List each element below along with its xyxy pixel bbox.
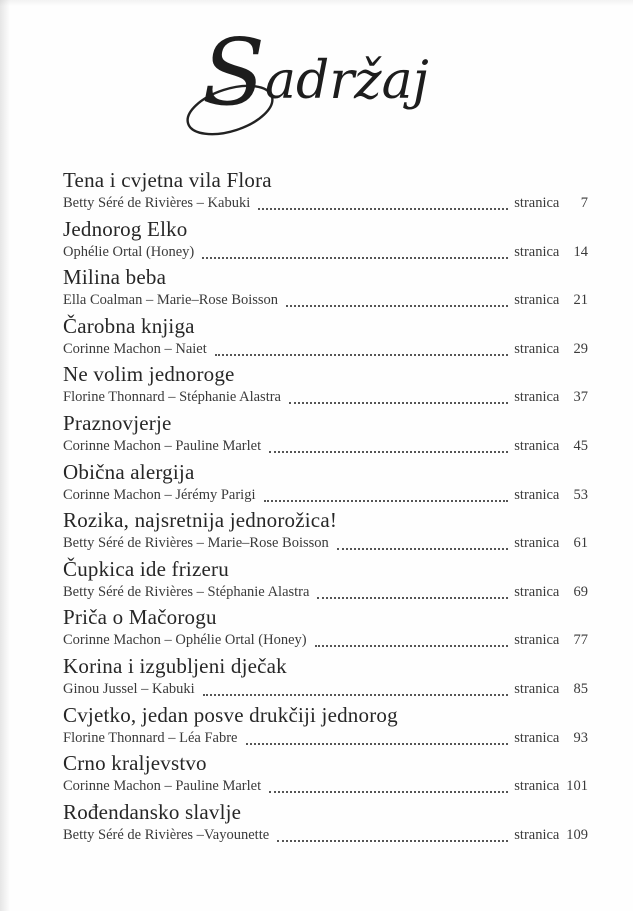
entry-authors: Florine Thonnard – Léa Fabre xyxy=(63,729,238,746)
entry-page-word: stranica xyxy=(514,583,560,600)
entry-title: Rođendansko slavlje xyxy=(63,799,242,824)
dots-leader xyxy=(277,825,508,842)
entry-author-row xyxy=(63,630,588,650)
entry-title: Jednorog Elko xyxy=(63,216,188,241)
entry-page-word: stranica xyxy=(514,535,560,552)
dots-leader xyxy=(203,679,509,696)
entry-page-number: 109 xyxy=(566,826,588,843)
entry-page xyxy=(514,242,588,262)
entry-title: Ne volim jednoroge xyxy=(63,362,235,387)
toc-list xyxy=(63,167,588,847)
entry-page-word: stranica xyxy=(514,195,560,211)
dots-leader xyxy=(317,582,508,599)
entry-page-word: stranica xyxy=(514,486,560,503)
entry-page-word: stranica xyxy=(514,437,560,454)
entry-page xyxy=(514,339,588,359)
entry-authors: Florine Thonnard – Stéphanie Alastra xyxy=(63,389,281,406)
entry-page-word: stranica xyxy=(514,680,560,697)
entry-author-row xyxy=(63,728,588,748)
entry-page xyxy=(514,728,588,748)
entry-authors: Betty Séré de Rivières –Vayounette xyxy=(63,826,270,843)
entry-page-number: 85 xyxy=(573,680,588,697)
entry-page-number: 93 xyxy=(573,729,588,746)
entry-page-word: stranica xyxy=(514,826,560,843)
entry-title: Milina beba xyxy=(63,265,167,290)
entry-title: Korina i izgubljeni dječak xyxy=(63,653,287,678)
dots-leader xyxy=(269,776,508,793)
entry-authors: Betty Séré de Rivières – Kabuki xyxy=(63,195,251,211)
toc-entry xyxy=(63,604,588,653)
entry-title: Cvjetko, jedan posve drukčiji jednorog xyxy=(63,702,398,727)
entry-title: Tena i cvjetna vila Flora xyxy=(63,168,272,192)
entry-page-number: 37 xyxy=(573,389,588,406)
entry-authors: Ophélie Ortal (Honey) xyxy=(63,243,195,260)
toc-entry xyxy=(63,702,588,751)
dots-leader xyxy=(269,436,508,453)
toc-entry xyxy=(63,459,588,508)
decorative-script-title xyxy=(180,22,440,144)
entry-page-number: 61 xyxy=(573,535,588,552)
entry-author-row xyxy=(63,679,588,699)
toc-entry xyxy=(63,167,588,216)
entry-page-number: 14 xyxy=(573,243,588,260)
entry-page-number: 7 xyxy=(580,195,588,211)
entry-title: Priča o Mačorogu xyxy=(63,605,217,630)
entry-page xyxy=(514,776,588,796)
entry-title: Praznovjerje xyxy=(63,410,172,435)
toc-entry xyxy=(63,313,588,362)
toc-entry xyxy=(63,507,588,556)
entry-title: Crno kraljevstvo xyxy=(63,751,207,776)
entry-authors: Corinne Machon – Pauline Marlet xyxy=(63,437,262,454)
dots-leader xyxy=(215,339,509,356)
entry-authors: Betty Séré de Rivières – Marie–Rose Boisson xyxy=(63,535,329,552)
dots-leader xyxy=(286,290,508,307)
toc-entry xyxy=(63,410,588,459)
entry-page-word: stranica xyxy=(514,778,560,795)
entry-page xyxy=(514,436,588,456)
entry-author-row xyxy=(63,436,588,456)
entry-page-word: stranica xyxy=(514,340,560,357)
entry-page xyxy=(514,825,588,845)
entry-title: Čupkica ide frizeru xyxy=(63,556,229,581)
entry-authors: Corinne Machon – Naiet xyxy=(63,340,207,357)
entry-authors: Corinne Machon – Ophélie Ortal (Honey) xyxy=(63,632,307,649)
dots-leader xyxy=(315,630,509,647)
dots-leader xyxy=(202,242,508,259)
entry-page-number: 69 xyxy=(573,583,588,600)
toc-entry xyxy=(63,556,588,605)
entry-title: Rozika, najsretnija jednorožica! xyxy=(63,508,338,533)
entry-page xyxy=(514,630,588,650)
entry-page-number: 101 xyxy=(566,778,588,795)
entry-title: Čarobna knjiga xyxy=(63,313,195,338)
entry-page xyxy=(514,387,588,407)
entry-authors: Ella Coalman – Marie–Rose Boisson xyxy=(63,292,279,309)
entry-author-row xyxy=(63,339,588,359)
entry-author-row xyxy=(63,193,588,213)
entry-authors: Betty Séré de Rivières – Stéphanie Alastra xyxy=(63,583,310,600)
entry-page xyxy=(514,290,588,310)
entry-page xyxy=(514,582,588,602)
toc-entry xyxy=(63,799,588,848)
entry-authors: Ginou Jussel – Kabuki xyxy=(63,680,195,697)
entry-page xyxy=(514,679,588,699)
dots-leader xyxy=(337,533,508,550)
entry-page-word: stranica xyxy=(514,389,560,406)
entry-page-word: stranica xyxy=(514,292,560,309)
entry-authors: Corinne Machon – Jérémy Parigi xyxy=(63,486,256,503)
entry-author-row xyxy=(63,533,588,553)
entry-page-number: 53 xyxy=(573,486,588,503)
entry-page-number: 77 xyxy=(573,632,588,649)
entry-page xyxy=(514,485,588,505)
entry-page-number: 29 xyxy=(573,340,588,357)
entry-author-row xyxy=(63,825,588,845)
entry-authors: Corinne Machon – Pauline Marlet xyxy=(63,778,262,795)
toc-entry xyxy=(63,653,588,702)
dots-leader xyxy=(258,193,508,210)
entry-page xyxy=(514,533,588,553)
entry-author-row xyxy=(63,242,588,262)
entry-author-row xyxy=(63,582,588,602)
toc-entry xyxy=(63,216,588,265)
toc-entry xyxy=(63,361,588,410)
dots-leader xyxy=(246,728,509,745)
entry-title: Obična alergija xyxy=(63,459,195,484)
entry-page-word: stranica xyxy=(514,243,560,260)
page-title: Sadržaj xyxy=(201,22,429,126)
entry-page-word: stranica xyxy=(514,632,560,649)
page-header xyxy=(0,22,633,149)
entry-page-word: stranica xyxy=(514,729,560,746)
entry-page-number: 21 xyxy=(573,292,588,309)
entry-page-number: 45 xyxy=(573,437,588,454)
entry-page xyxy=(514,193,588,213)
dots-leader xyxy=(264,485,509,502)
scan-edge-shading-top xyxy=(0,0,633,6)
dots-leader xyxy=(289,387,508,404)
entry-author-row xyxy=(63,387,588,407)
toc-entry xyxy=(63,750,588,799)
toc-entry xyxy=(63,264,588,313)
entry-author-row xyxy=(63,290,588,310)
entry-author-row xyxy=(63,485,588,505)
entry-author-row xyxy=(63,776,588,796)
